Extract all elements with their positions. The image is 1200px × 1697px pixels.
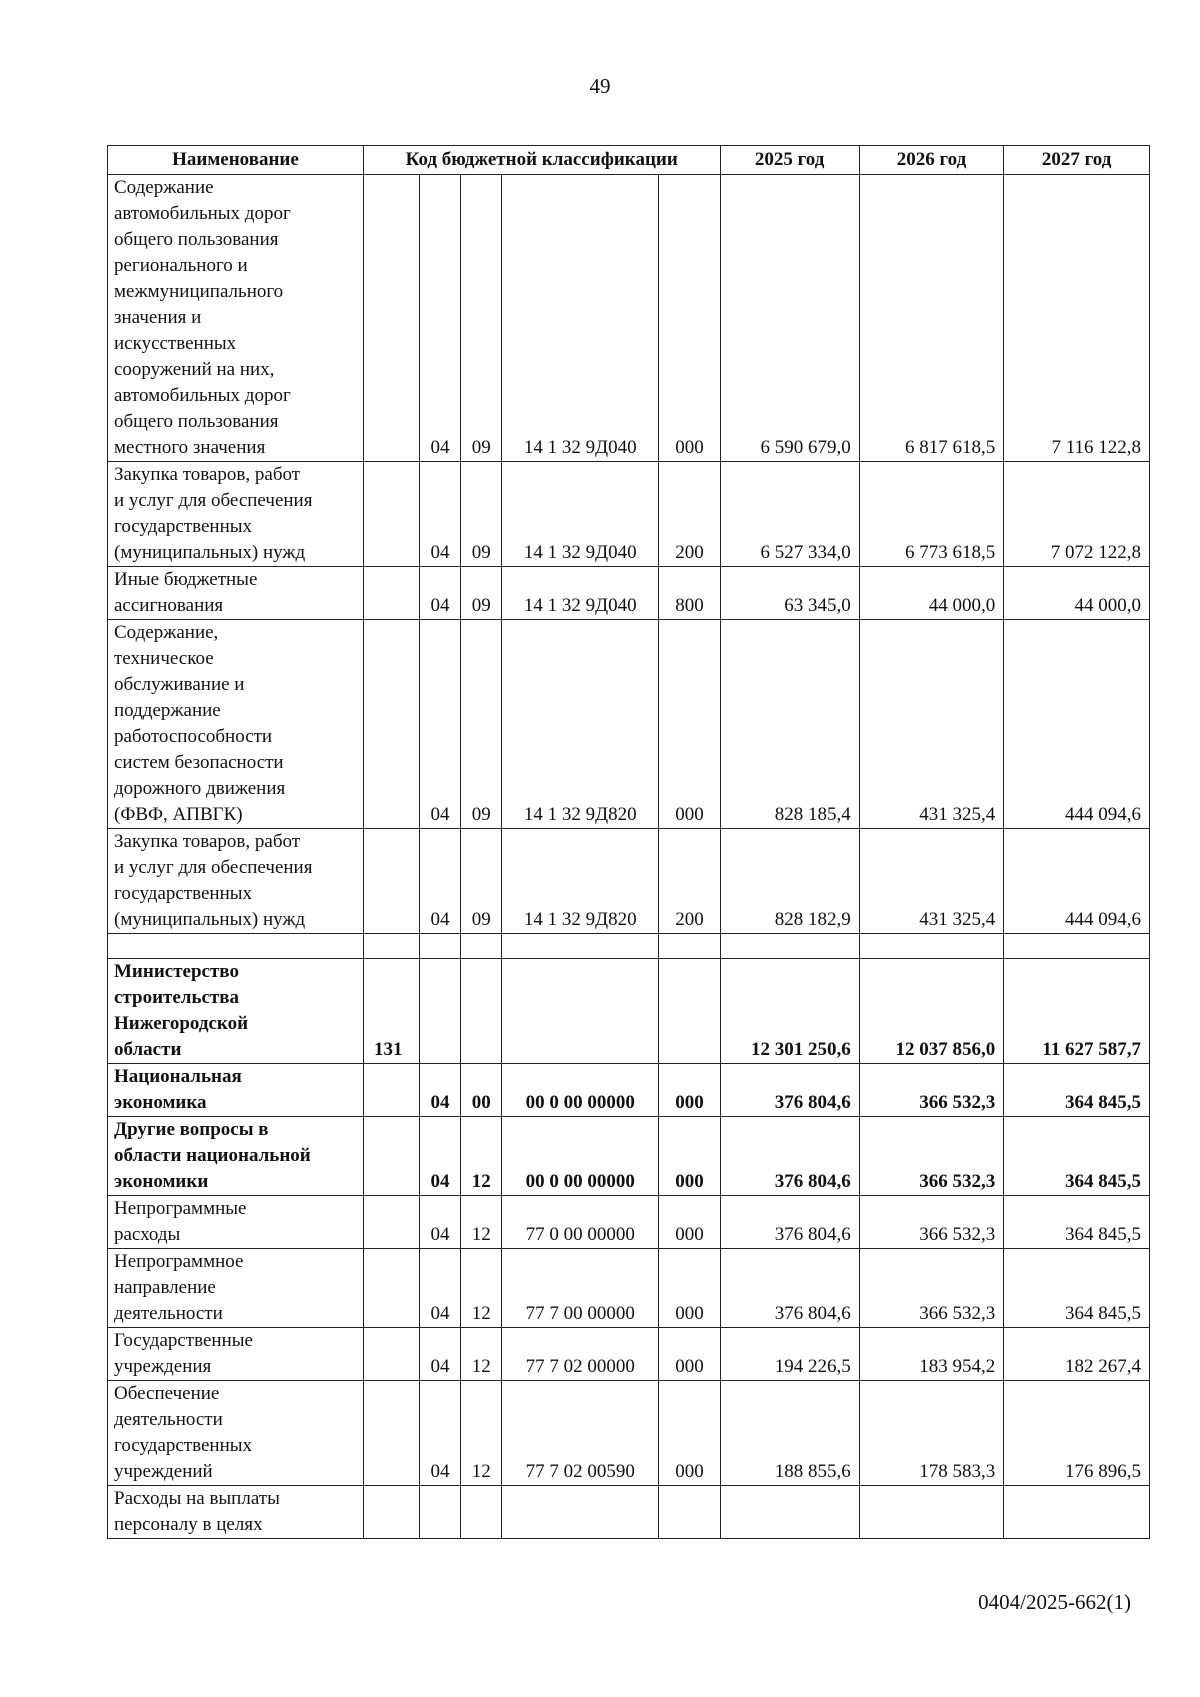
table-row: [108, 1196, 1150, 1249]
cell-target-article: 77 7 00 00000: [502, 1249, 659, 1328]
cell-expense-type: 000: [659, 1381, 720, 1486]
cell-subsection: 09: [461, 829, 502, 934]
header-2025: 2025 год: [720, 146, 859, 175]
table-row: [108, 1328, 1150, 1381]
cell-target-article: 77 7 02 00000: [502, 1328, 659, 1381]
cell-name: Закупка товаров, работ и услуг для обеспечения государственных (муниципальных) нужд: [108, 829, 364, 934]
cell-2026: 12 037 856,0: [859, 959, 1004, 1064]
cell-2027: 364 845,5: [1004, 1064, 1150, 1117]
cell-target-article: 00 0 00 00000: [502, 1117, 659, 1196]
cell-2027: 176 896,5: [1004, 1381, 1150, 1486]
cell-subsection: 09: [461, 462, 502, 567]
cell-2027: 444 094,6: [1004, 829, 1150, 934]
cell-subsection: 00: [461, 1064, 502, 1117]
cell-admin-code: [363, 829, 419, 934]
cell-target-article: 77 7 02 00590: [502, 1381, 659, 1486]
cell-expense-type: 000: [659, 175, 720, 462]
header-code: Код бюджетной классификации: [363, 146, 720, 175]
cell-expense-type: 200: [659, 462, 720, 567]
cell-expense-type: 000: [659, 1117, 720, 1196]
table-row: [108, 1249, 1150, 1328]
cell-2026: 178 583,3: [859, 1381, 1004, 1486]
cell-target-article: 77 0 00 00000: [502, 1196, 659, 1249]
table-row: [108, 934, 1150, 959]
cell-name: Расходы на выплаты персоналу в целях: [108, 1486, 364, 1539]
cell-section: [419, 1486, 461, 1539]
cell-2027: 7 116 122,8: [1004, 175, 1150, 462]
cell-target-article: 14 1 32 9Д820: [502, 620, 659, 829]
cell-expense-type: 000: [659, 1249, 720, 1328]
cell-2026: 366 532,3: [859, 1196, 1004, 1249]
cell-target-article: 14 1 32 9Д040: [502, 462, 659, 567]
cell-expense-type: [659, 1486, 720, 1539]
cell-name: Государственные учреждения: [108, 1328, 364, 1381]
cell-2026: [859, 934, 1004, 959]
cell-2026: 366 532,3: [859, 1064, 1004, 1117]
cell-section: 04: [419, 1117, 461, 1196]
cell-admin-code: [363, 934, 419, 959]
table-row: [108, 1381, 1150, 1486]
cell-expense-type: 800: [659, 567, 720, 620]
cell-target-article: 14 1 32 9Д040: [502, 567, 659, 620]
cell-2026: 6 817 618,5: [859, 175, 1004, 462]
cell-subsection: 09: [461, 567, 502, 620]
cell-2026: 431 325,4: [859, 829, 1004, 934]
cell-admin-code: [363, 1328, 419, 1381]
cell-target-article: [502, 959, 659, 1064]
page-number: 49: [589, 74, 611, 98]
cell-2027: 11 627 587,7: [1004, 959, 1150, 1064]
header-name: Наименование: [108, 146, 364, 175]
cell-section: 04: [419, 829, 461, 934]
cell-2027: 364 845,5: [1004, 1196, 1150, 1249]
cell-name: Иные бюджетные ассигнования: [108, 567, 364, 620]
cell-2025: 376 804,6: [720, 1249, 859, 1328]
cell-admin-code: [363, 1196, 419, 1249]
cell-target-article: [502, 934, 659, 959]
cell-2025: 6 527 334,0: [720, 462, 859, 567]
cell-2027: 444 094,6: [1004, 620, 1150, 829]
cell-2025: 188 855,6: [720, 1381, 859, 1486]
cell-section: 04: [419, 567, 461, 620]
cell-2025: 376 804,6: [720, 1196, 859, 1249]
cell-admin-code: [363, 567, 419, 620]
cell-2025: 63 345,0: [720, 567, 859, 620]
cell-2027: 364 845,5: [1004, 1117, 1150, 1196]
cell-subsection: [461, 1486, 502, 1539]
cell-expense-type: 000: [659, 1064, 720, 1117]
cell-subsection: 12: [461, 1249, 502, 1328]
cell-admin-code: [363, 620, 419, 829]
cell-2027: 182 267,4: [1004, 1328, 1150, 1381]
cell-name: Содержание автомобильных дорог общего пользования регионального и межмуниципального значения и искусственных сооружений на них, автомобильных дорог общего пользования местного значения: [108, 175, 364, 462]
cell-admin-code: 131: [363, 959, 419, 1064]
cell-section: 04: [419, 1381, 461, 1486]
cell-section: 04: [419, 1328, 461, 1381]
cell-subsection: 12: [461, 1328, 502, 1381]
budget-table: [107, 145, 1150, 1539]
cell-name: Непрограммное направление деятельности: [108, 1249, 364, 1328]
cell-name: Другие вопросы в области национальной экономики: [108, 1117, 364, 1196]
cell-expense-type: 000: [659, 1196, 720, 1249]
cell-admin-code: [363, 175, 419, 462]
cell-section: 04: [419, 175, 461, 462]
table-row: [108, 567, 1150, 620]
cell-name: Обеспечение деятельности государственных учреждений: [108, 1381, 364, 1486]
table-row: [108, 620, 1150, 829]
cell-expense-type: [659, 934, 720, 959]
cell-2027: 44 000,0: [1004, 567, 1150, 620]
cell-subsection: [461, 934, 502, 959]
cell-admin-code: [363, 1117, 419, 1196]
table-header-row: [108, 146, 1150, 175]
cell-name: Министерство строительства Нижегородской области: [108, 959, 364, 1064]
cell-2027: [1004, 1486, 1150, 1539]
header-2027: 2027 год: [1004, 146, 1150, 175]
cell-2026: 366 532,3: [859, 1117, 1004, 1196]
cell-subsection: [461, 959, 502, 1064]
cell-2025: 376 804,6: [720, 1117, 859, 1196]
cell-2026: 6 773 618,5: [859, 462, 1004, 567]
cell-target-article: 14 1 32 9Д040: [502, 175, 659, 462]
table-row: [108, 175, 1150, 462]
cell-subsection: 12: [461, 1381, 502, 1486]
cell-name: Непрограммные расходы: [108, 1196, 364, 1249]
cell-2026: 366 532,3: [859, 1249, 1004, 1328]
table-row: [108, 959, 1150, 1064]
cell-section: 04: [419, 1249, 461, 1328]
cell-section: 04: [419, 1064, 461, 1117]
cell-2025: 828 182,9: [720, 829, 859, 934]
cell-section: 04: [419, 620, 461, 829]
cell-expense-type: [659, 959, 720, 1064]
table-row: [108, 829, 1150, 934]
cell-2025: 6 590 679,0: [720, 175, 859, 462]
document-code: 0404/2025-662(1): [978, 1590, 1131, 1614]
cell-target-article: [502, 1486, 659, 1539]
cell-admin-code: [363, 1381, 419, 1486]
cell-2025: 828 185,4: [720, 620, 859, 829]
cell-section: [419, 959, 461, 1064]
cell-2025: [720, 934, 859, 959]
cell-admin-code: [363, 462, 419, 567]
table-row: [108, 1117, 1150, 1196]
cell-2025: 376 804,6: [720, 1064, 859, 1117]
cell-subsection: 12: [461, 1196, 502, 1249]
cell-admin-code: [363, 1486, 419, 1539]
cell-admin-code: [363, 1249, 419, 1328]
cell-section: 04: [419, 1196, 461, 1249]
cell-name: [108, 934, 364, 959]
cell-target-article: 00 0 00 00000: [502, 1064, 659, 1117]
cell-2026: 431 325,4: [859, 620, 1004, 829]
header-2026: 2026 год: [859, 146, 1004, 175]
table-row: [108, 1064, 1150, 1117]
cell-2025: [720, 1486, 859, 1539]
cell-2027: [1004, 934, 1150, 959]
table-row: [108, 462, 1150, 567]
cell-2026: 183 954,2: [859, 1328, 1004, 1381]
cell-2027: 364 845,5: [1004, 1249, 1150, 1328]
table-body: [108, 175, 1150, 1539]
cell-name: Содержание, техническое обслуживание и поддержание работоспособности систем безопасности дорожного движения (ФВФ, АПВГК): [108, 620, 364, 829]
cell-name: Закупка товаров, работ и услуг для обеспечения государственных (муниципальных) нужд: [108, 462, 364, 567]
cell-2025: 194 226,5: [720, 1328, 859, 1381]
cell-2026: [859, 1486, 1004, 1539]
cell-2027: 7 072 122,8: [1004, 462, 1150, 567]
cell-expense-type: 000: [659, 620, 720, 829]
cell-expense-type: 000: [659, 1328, 720, 1381]
cell-2026: 44 000,0: [859, 567, 1004, 620]
cell-2025: 12 301 250,6: [720, 959, 859, 1064]
cell-section: 04: [419, 462, 461, 567]
cell-subsection: 09: [461, 620, 502, 829]
cell-subsection: 12: [461, 1117, 502, 1196]
cell-admin-code: [363, 1064, 419, 1117]
cell-expense-type: 200: [659, 829, 720, 934]
cell-section: [419, 934, 461, 959]
table-row: [108, 1486, 1150, 1539]
cell-subsection: 09: [461, 175, 502, 462]
cell-name: Национальная экономика: [108, 1064, 364, 1117]
cell-target-article: 14 1 32 9Д820: [502, 829, 659, 934]
